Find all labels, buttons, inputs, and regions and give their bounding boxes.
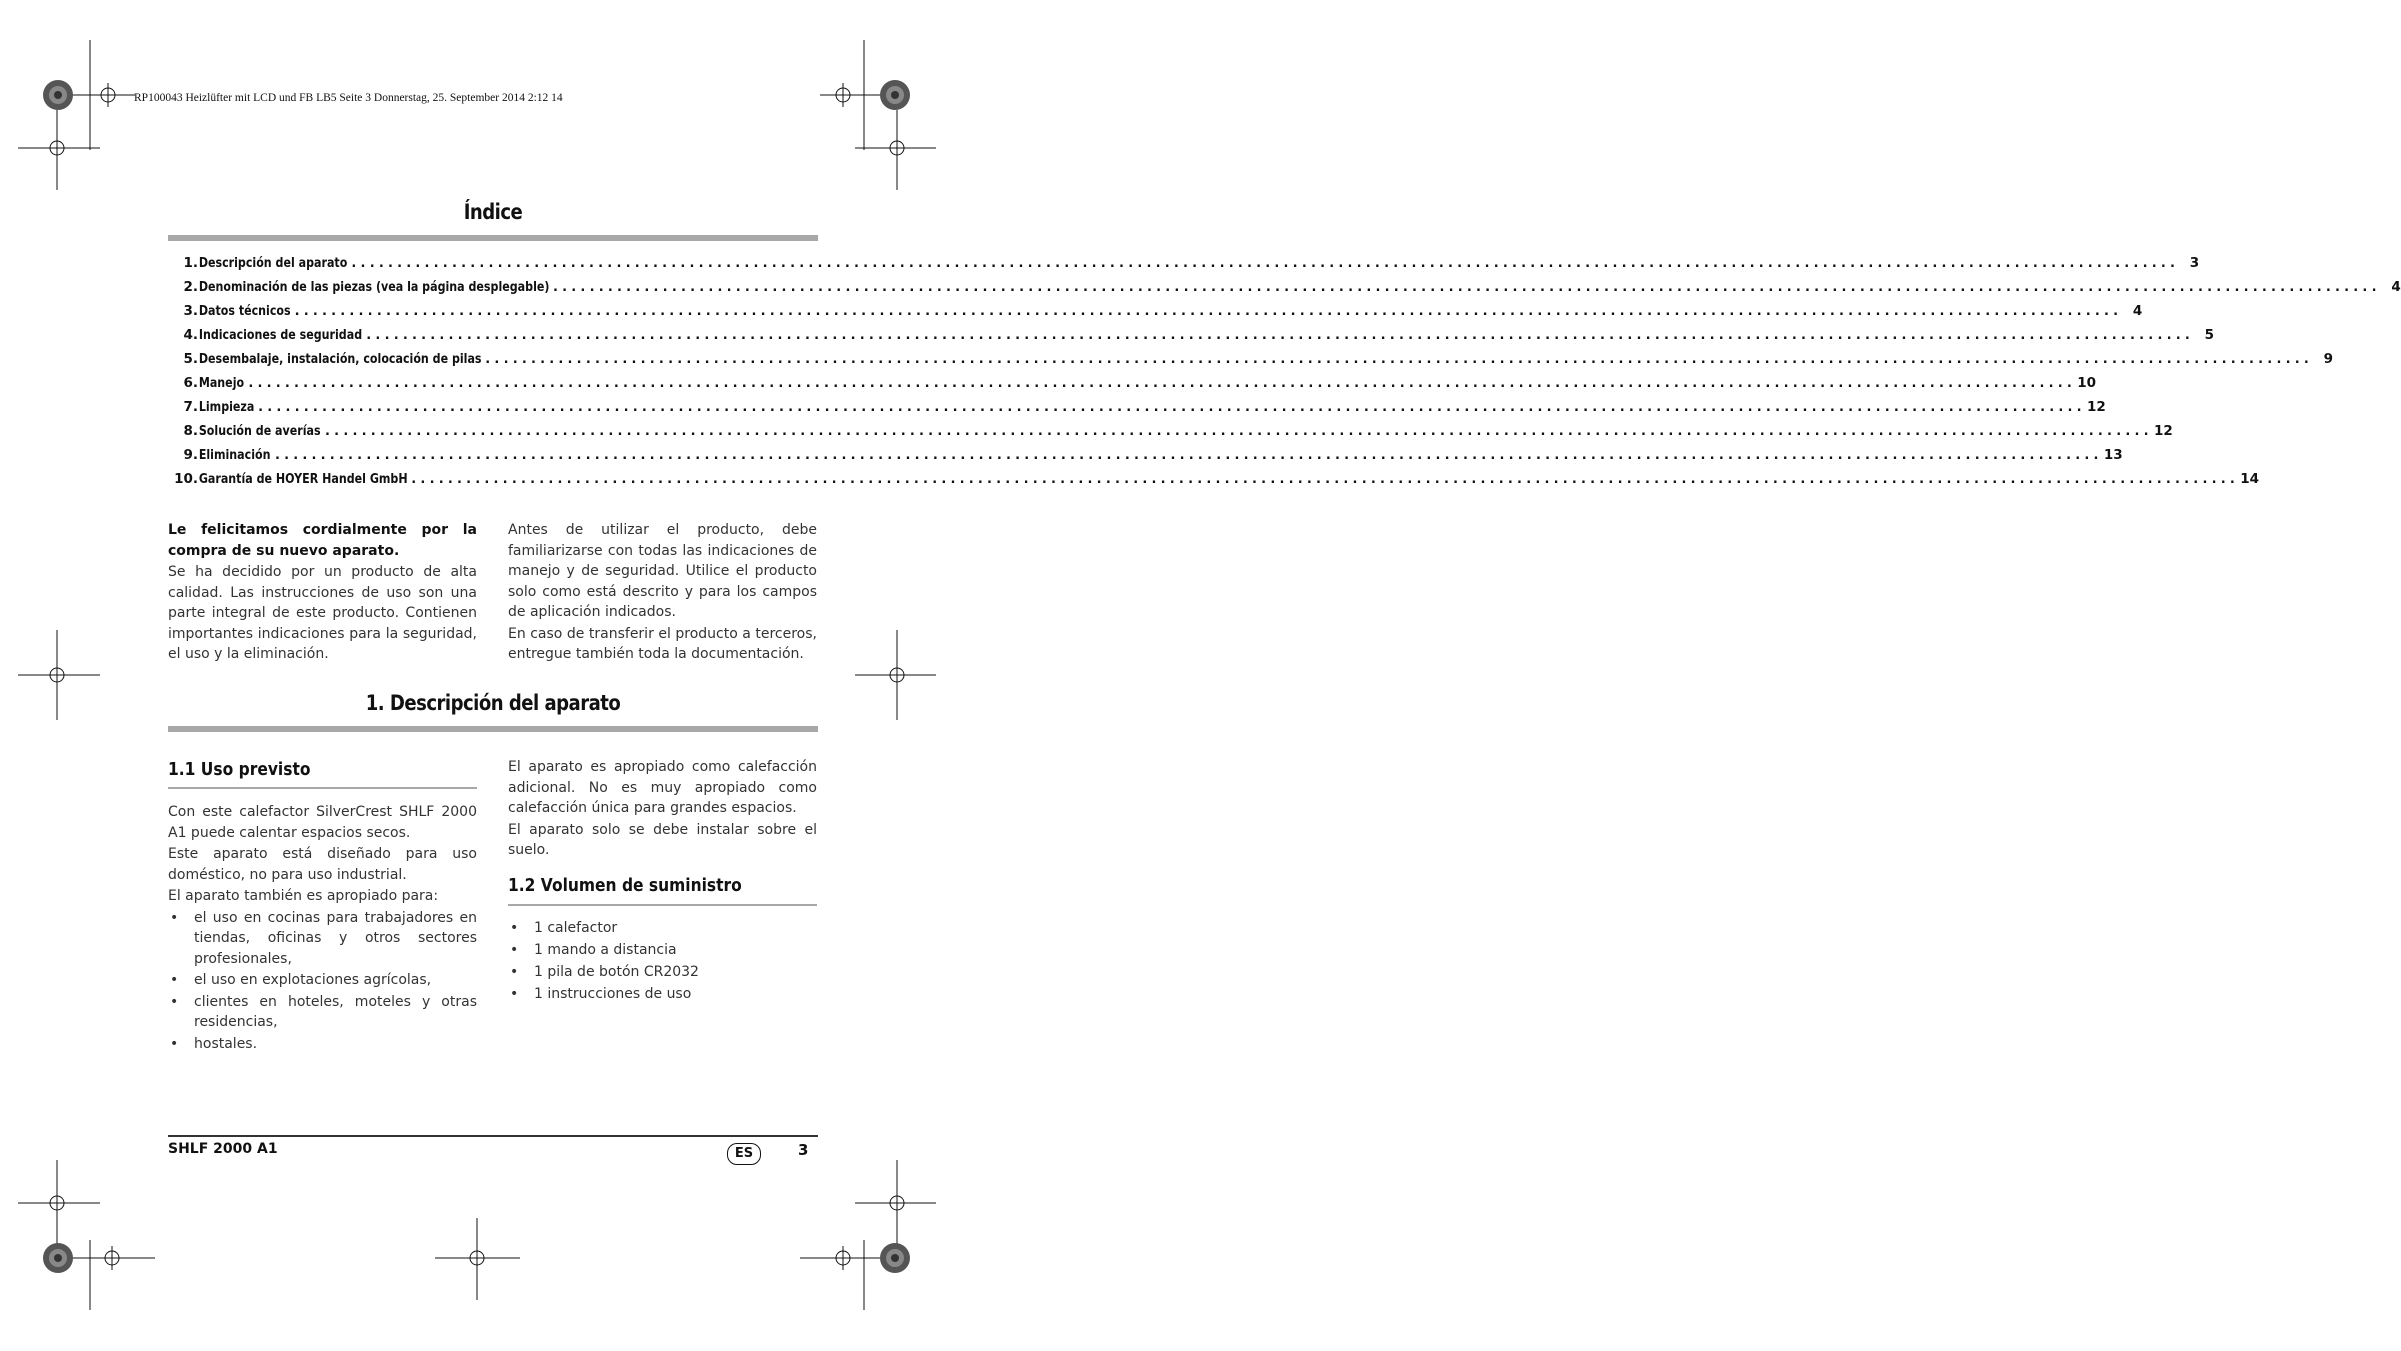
volumen-bullet-list	[508, 917, 817, 1005]
toc-entry-label: Solución de averías	[198, 423, 321, 439]
uso-previsto-paragraph-2: Este aparato está diseñado para uso doméstico, no para uso industrial.	[168, 846, 477, 883]
toc-entry-page: 10	[2077, 375, 2097, 391]
toc-title-rule	[168, 235, 818, 241]
toc-dot-leader: ........................................................................................................................................................................................................	[325, 424, 2153, 439]
subsection-heading-volumen: 1.2 Volumen de suministro	[508, 875, 742, 896]
section-title-rule	[168, 726, 818, 732]
toc-entry-label: Descripción del aparato	[198, 255, 348, 271]
list-item: • 1 pila de botón CR2032	[508, 961, 817, 983]
toc-entry-label: Desembalaje, instalación, colocación de pilas	[198, 351, 482, 367]
toc-entry-label: Garantía de HOYER Handel GmbH	[198, 471, 408, 487]
uso-previsto-paragraph-3: El aparato también es apropiado para:	[168, 888, 439, 904]
toc-entry-number: 9.	[183, 447, 198, 463]
toc-entry-page: 12	[2153, 423, 2173, 439]
subsection-rule-volumen	[508, 904, 817, 906]
toc-entry-page: 14	[2240, 471, 2259, 487]
volumen-text	[508, 917, 817, 1005]
toc-title: Índice	[463, 200, 523, 224]
print-info-header: RP100043 Heizlüfter mit LCD und FB LB5 Seite 3 Donnerstag, 25. September 2014 2:12 14	[134, 92, 563, 104]
intro-left-paragraph: Se ha decidido por un producto de alta calidad. Las instrucciones de uso son una parte integral de este producto. Contienen importantes indicaciones para la seguridad, el uso y la eliminación.	[168, 564, 477, 662]
intro-right-paragraph-2: En caso de transferir el producto a terceros, entregue también toda la documentación.	[508, 625, 817, 662]
uso-previsto-paragraph-1: Con este calefactor SilverCrest SHLF 2000 A1 puede calentar espacios secos.	[168, 804, 477, 841]
page-number: 3	[798, 1141, 809, 1159]
list-item: • clientes en hoteles, moteles y otras residencias,	[168, 992, 477, 1033]
footer-rule	[168, 1135, 818, 1137]
toc-entry-number: 1.	[183, 255, 198, 271]
toc-entry-label: Eliminación	[198, 447, 271, 463]
toc-entry[interactable]	[168, 423, 2173, 447]
toc-entry-label: Denominación de las piezas (vea la página desplegable)	[198, 279, 550, 295]
list-item: • 1 instrucciones de uso	[508, 983, 817, 1005]
table-of-contents	[168, 255, 2401, 495]
intro-right-column	[508, 520, 817, 666]
uso-previsto-right-paragraph-2: El aparato solo se debe instalar sobre el suelo.	[508, 821, 817, 858]
toc-entry[interactable]	[168, 375, 2097, 399]
toc-entry[interactable]	[168, 447, 2123, 471]
list-item: • hostales.	[168, 1034, 477, 1055]
toc-entry[interactable]	[168, 255, 2200, 279]
uso-previsto-right-text	[508, 757, 817, 862]
toc-entry[interactable]	[168, 471, 2259, 495]
toc-dot-leader: ........................................................................................................................................................................................................	[485, 352, 2313, 367]
section-title: 1. Descripción del aparato	[365, 691, 621, 715]
toc-entry-page: 12	[2086, 399, 2106, 415]
toc-dot-leader: ........................................................................................................................................................................................................	[294, 304, 2123, 319]
uso-previsto-right-paragraph-1: El aparato es apropiado como calefacción adicional. No es muy apropiado como calefacción única para grandes espacios.	[508, 759, 817, 816]
uso-previsto-bullet-list	[168, 908, 477, 1055]
language-badge: ES	[727, 1143, 761, 1165]
toc-entry-number: 5.	[183, 351, 198, 367]
list-item: • 1 mando a distancia	[508, 939, 817, 961]
toc-entry[interactable]	[168, 351, 2333, 375]
toc-entry-page: 4	[2132, 303, 2143, 319]
toc-entry-number: 7.	[183, 399, 198, 415]
intro-right-paragraph-1: Antes de utilizar el producto, debe familiarizarse con todas las indicaciones de manejo y de seguridad. Utilice el producto solo como está descrito y para los campos de aplicación indicados.	[508, 522, 817, 620]
toc-entry-label: Limpieza	[198, 399, 255, 415]
toc-dot-leader: ........................................................................................................................................................................................................	[351, 256, 2180, 271]
list-item: • el uso en explotaciones agrícolas,	[168, 970, 477, 991]
toc-dot-leader: ........................................................................................................................................................................................................	[248, 376, 2077, 391]
toc-entry[interactable]	[168, 399, 2106, 423]
list-item: • 1 calefactor	[508, 917, 817, 939]
toc-dot-leader: ........................................................................................................................................................................................................	[274, 448, 2103, 463]
list-item: • el uso en cocinas para trabajadores en tiendas, oficinas y otros sectores profesionales,	[168, 908, 477, 970]
uso-previsto-left-text	[168, 802, 477, 1054]
intro-lead: Le felicitamos cordialmente por la compra de su nuevo aparato.	[168, 522, 477, 559]
toc-entry-page: 9	[2323, 351, 2333, 367]
toc-entry[interactable]	[168, 279, 2401, 303]
toc-entry-number: 6.	[183, 375, 198, 391]
toc-entry-label: Indicaciones de seguridad	[198, 327, 363, 343]
toc-dot-leader: ........................................................................................................................................................................................................	[258, 400, 2086, 415]
toc-entry[interactable]	[168, 303, 2143, 327]
footer-model: SHLF 2000 A1	[168, 1141, 278, 1157]
toc-entry-number: 2.	[183, 279, 198, 295]
toc-entry-number: 8.	[183, 423, 198, 439]
subsection-heading-uso-previsto: 1.1 Uso previsto	[168, 759, 311, 780]
toc-dot-leader: ........................................................................................................................................................................................................	[366, 328, 2194, 343]
toc-entry-label: Manejo	[198, 375, 245, 391]
toc-entry-label: Datos técnicos	[198, 303, 291, 319]
toc-entry-number: 4.	[183, 327, 198, 343]
toc-entry-page: 4	[2391, 279, 2401, 295]
toc-entry-page: 5	[2204, 327, 2214, 343]
toc-entry-number: 10.	[174, 471, 198, 487]
intro-left-column	[168, 520, 477, 666]
toc-dot-leader: ........................................................................................................................................................................................................	[553, 280, 2381, 295]
toc-entry[interactable]	[168, 327, 2214, 351]
toc-entry-number: 3.	[183, 303, 198, 319]
toc-dot-leader: ........................................................................................................................................................................................................	[411, 472, 2239, 487]
toc-entry-page: 3	[2189, 255, 2200, 271]
toc-entry-page: 13	[2103, 447, 2123, 463]
subsection-rule-uso-previsto	[168, 787, 477, 789]
